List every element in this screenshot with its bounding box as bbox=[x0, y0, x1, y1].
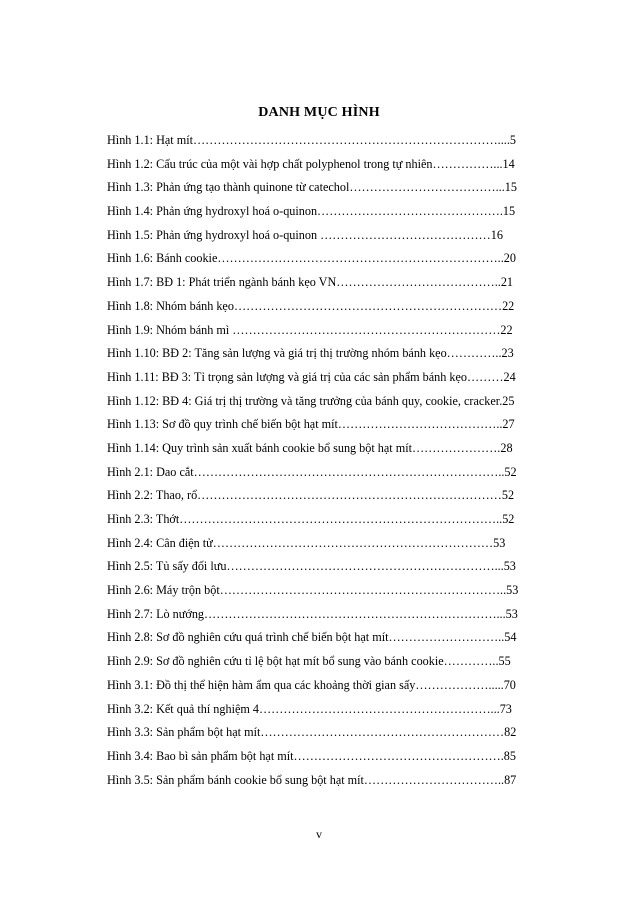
list-item: Hình 1.8: Nhóm bánh kẹo…………………………………………………………22 bbox=[107, 298, 515, 313]
list-item: Hình 2.1: Dao cắt…………………………………………………………………..52 bbox=[107, 464, 517, 479]
list-item: Hình 1.12: BĐ 4: Giá trị thị trường và tăng trưởng của bánh quy, cookie, cracker.25 bbox=[107, 393, 515, 408]
list-item: Hình 1.14: Quy trình sản xuất bánh cookie bổ sung bột hạt mít………………….28 bbox=[107, 440, 513, 455]
list-item: Hình 2.5: Tủ sấy đối lưu…………………………………………………………...53 bbox=[107, 559, 516, 574]
list-item: Hình 3.1: Đồ thị thể hiện hàm ẩm qua các khoảng thời gian sấy……………….....70 bbox=[107, 677, 516, 692]
list-item: Hình 1.13: Sơ đồ quy trình chế biến bột hạt mít…………………………………..27 bbox=[107, 417, 515, 432]
list-item: Hình 1.1: Hạt mít…………………………………………………………………....5 bbox=[107, 133, 516, 147]
list-item: Hình 2.3: Thớt……………………………………………………………………..52 bbox=[107, 512, 515, 526]
list-item: Hình 2.6: Máy trộn bột……………………………………………………………..53 bbox=[107, 583, 519, 598]
list-item: Hình 1.2: Cấu trúc của một vài hợp chất polyphenol trong tự nhiên……………...14 bbox=[107, 156, 515, 171]
list-item: Hình 2.7: Lò nướng………………………………………………………………...53 bbox=[107, 606, 518, 621]
list-item: Hình 2.8: Sơ đồ nghiên cứu quá trình chế biến bột hạt mít………………………..54 bbox=[107, 630, 517, 645]
list-item: Hình 1.6: Bánh cookie……………………………………………………………..20 bbox=[107, 251, 516, 266]
list-item: Hình 2.2: Thao, rổ…………………………………………………………………52 bbox=[107, 488, 515, 503]
list-item: Hình 1.3: Phản ứng tạo thành quinone từ catechol………………………………...15 bbox=[107, 180, 517, 195]
list-item: Hình 1.11: BĐ 3: Tỉ trọng sản lượng và giá trị của các sản phẩm bánh kẹo………24 bbox=[107, 369, 516, 384]
list-item: Hình 2.9: Sơ đồ nghiên cứu tỉ lệ bột hạt mít bổ sung vào bánh cookie…………..55 bbox=[107, 654, 511, 669]
list-item: Hình 1.9: Nhóm bánh mì …………………………………………………………22 bbox=[107, 322, 513, 337]
figure-list bbox=[107, 129, 575, 792]
page-number: v bbox=[316, 827, 322, 841]
list-item: Hình 1.5: Phản ứng hydroxyl hoá o-quinon ……………………………………16 bbox=[107, 227, 503, 242]
list-item: Hình 1.4: Phản ứng hydroxyl hoá o-quinon……………………………………….15 bbox=[107, 204, 516, 219]
list-item: Hình 3.2: Kết quả thí nghiệm 4…………………………………………………...73 bbox=[107, 701, 512, 716]
list-item: Hình 1.7: BĐ 1: Phát triển ngành bánh kẹo VN…………………………………..21 bbox=[107, 275, 514, 290]
list-item: Hình 1.10: BĐ 2: Tăng sản lượng và giá trị thị trường nhóm bánh kẹo…………..23 bbox=[107, 346, 514, 361]
list-item: Hình 3.4: Bao bì sản phẩm bột hạt mít…………………………………………….85 bbox=[107, 748, 516, 763]
list-item: Hình 2.4: Cân điện tử……………………………………………………………53 bbox=[107, 535, 506, 550]
page-title: DANH MỤC HÌNH bbox=[258, 105, 380, 120]
list-item: Hình 3.3: Sản phẩm bột hạt mít……………………………………………………82 bbox=[107, 725, 517, 740]
list-item: Hình 3.5: Sản phẩm bánh cookie bổ sung bột hạt mít……………………………..87 bbox=[107, 772, 517, 787]
